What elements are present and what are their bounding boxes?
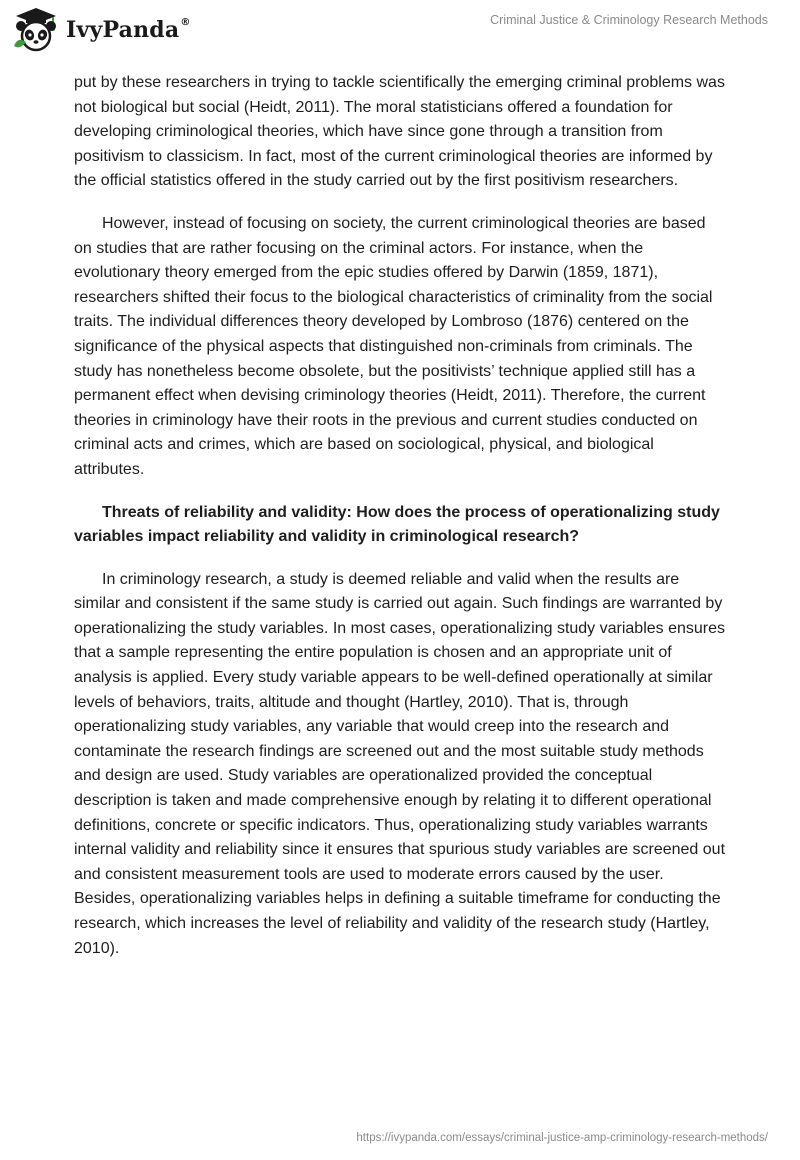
paragraph-criminological-theories: However, instead of focusing on society, the current criminological theories are based on studies that are rather focusing on the criminal actors. For instance, when the evolutionary theory emerged from the epic studies offered by Darwin (1859, 1871), researchers shifted their focus to the biological characteristics of criminality from the social traits. The individual differences theory developed by Lombroso (1876) centered on the significance of the physical aspects that distinguished non-criminals from criminals. The study has nonetheless become obsolete, but the positivists’ technique applied still has a permanent effect when devising criminology theories (Heidt, 2011). Therefore, the current theories in criminology have their roots in the previous and current studies conducted on criminal acts and crimes, which are based on sociological, physical, and biological attributes. [74, 214, 713, 478]
ivypanda-logo[interactable] [12, 6, 191, 54]
brand-name: IvyPanda® [66, 16, 191, 43]
panda-graduate-icon [12, 6, 60, 54]
document-title: Criminal Justice & Criminology Research Methods [490, 13, 768, 27]
page-header [0, 0, 800, 60]
essay-body [74, 71, 726, 979]
paragraph-continuation: put by these researchers in trying to tackle scientifically the emerging criminal problems was not biological but social (Heidt, 2011). The moral statisticians offered a foundation for developing criminological theories, which have since gone through a transition from positivism to classicism. In fact, most of the current criminological theories are informed by the official statistics offered in the study carried out by the first positivism researchers. [74, 74, 725, 190]
registered-mark: ® [180, 16, 191, 28]
paragraph-reliability-validity: In criminology research, a study is deemed reliable and valid when the results are similar and consistent if the same study is carried out again. Such findings are warranted by operationalizing the study variables. In most cases, operationalizing study variables ensures that a sample representing the entire population is chosen and an appropriate unit of analysis is applied. Every study variable appears to be well-defined operationally at similar levels of behaviors, traits, altitude and thought (Hartley, 2010). That is, through operationalizing study variables, any variable that would creep into the research and contaminate the research findings are screened out and the most suitable study methods and design are used. Study variables are operationalized provided the conceptual description is taken and made comprehensive enough by relating it to different operational definitions, concrete or specific indicators. Thus, operationalizing study variables warrants internal validity and reliability since it ensures that spurious study variables are screened out and consistent measurement tools are used to moderate errors caused by the user. Besides, operationalizing variables helps in defining a suitable timeframe for conducting the research, which increases the level of reliability and validity of the research study (Hartley, 2010). [74, 570, 726, 957]
source-url[interactable]: https://ivypanda.com/essays/criminal-justice-amp-criminology-research-methods/ [356, 1132, 768, 1144]
section-heading: Threats of reliability and validity: How does the process of operationalizing study variables impact reliability and validity in criminological research? [74, 503, 720, 546]
